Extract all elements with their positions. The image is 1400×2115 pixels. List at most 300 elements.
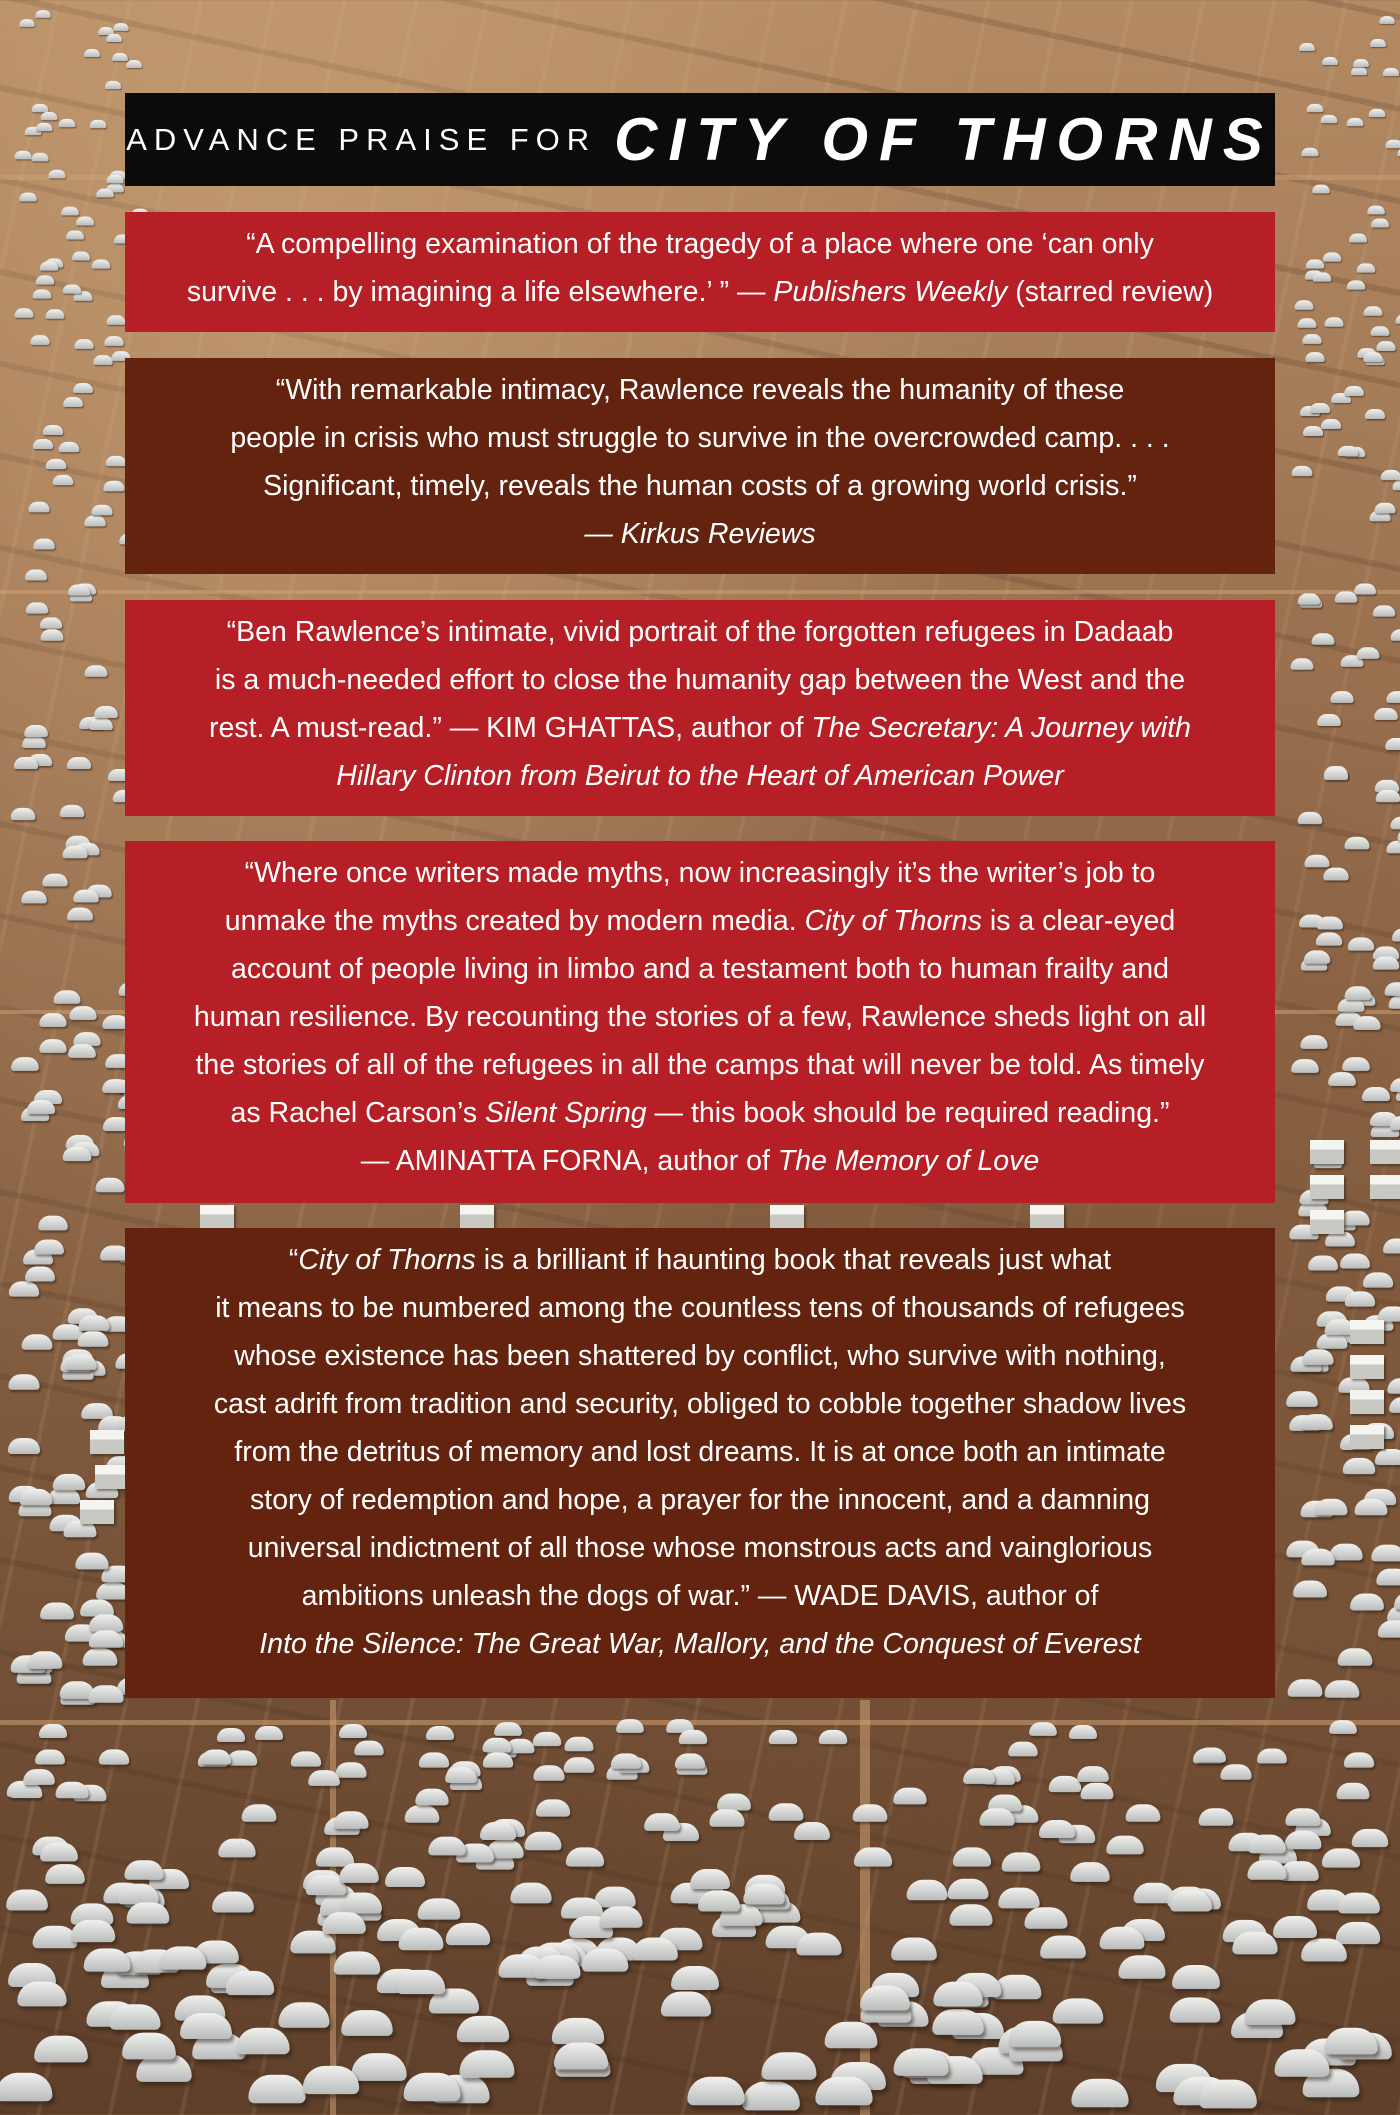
tent-shape [456, 2016, 508, 2042]
tent-shape [1370, 326, 1389, 335]
tent-shape [1322, 57, 1338, 65]
tent-shape [1337, 1648, 1372, 1665]
blurb-italic-run: — Kirkus Reviews [584, 518, 816, 550]
tent-shape [13, 757, 37, 769]
blurb-run: (starred review) [1007, 276, 1214, 308]
tent-shape [41, 1602, 75, 1619]
tent-shape [1386, 140, 1400, 149]
blurb-line [125, 414, 1275, 462]
tent-shape [1381, 470, 1400, 480]
tent-shape [690, 1869, 730, 1889]
tent-shape [1383, 68, 1399, 76]
tent-shape [291, 1751, 321, 1766]
tent-shape [1029, 1722, 1057, 1736]
tent-shape [278, 2002, 329, 2028]
tent-shape [1298, 812, 1323, 824]
blurb-text [125, 1236, 1275, 1668]
tent-shape [21, 891, 47, 904]
tent-shape [90, 120, 107, 128]
blurb-text [125, 220, 1275, 316]
tent-shape [48, 1488, 81, 1504]
tent-shape [1322, 1848, 1360, 1867]
tent-shape [25, 570, 47, 581]
tent-shape [48, 170, 65, 179]
tent-shape [1390, 630, 1400, 641]
blurb-line [125, 1089, 1275, 1137]
tent-shape [54, 991, 81, 1004]
blurb-text [125, 608, 1275, 800]
tent-shape [1394, 1593, 1400, 1610]
tent-shape [1291, 1059, 1319, 1073]
tent-shape [39, 1040, 66, 1054]
tent-shape [56, 1782, 89, 1799]
tent-shape [564, 1737, 593, 1752]
tent-shape [1294, 300, 1313, 309]
blurb-line [125, 1332, 1275, 1380]
tent-shape [1040, 1936, 1086, 1959]
tent-shape [1375, 502, 1396, 513]
blurb-run: account of people living in limbo and a testament both to human frailty and [231, 953, 1169, 985]
tent-shape [70, 1006, 97, 1020]
tent-shape [1080, 1782, 1113, 1799]
tent-shape [46, 459, 67, 469]
tent-shape [76, 217, 94, 226]
tent-shape [1388, 995, 1400, 1008]
tent-shape [1362, 1087, 1390, 1101]
tent-shape [1386, 692, 1400, 704]
tent-shape [1349, 234, 1367, 243]
tent-shape [225, 1971, 273, 1995]
tent-shape [39, 1216, 68, 1231]
tent-shape [1053, 1999, 1104, 2024]
tent-shape [1342, 1458, 1375, 1474]
blurb-run: it means to be numbered among the countless tens of thousands of refugees [215, 1292, 1185, 1324]
tent-shape [796, 1932, 841, 1955]
tent-shape [1336, 1922, 1380, 1944]
tent-shape [1388, 1378, 1400, 1394]
blurb-line [125, 849, 1275, 897]
blurb-run: rest. A must-read.” — KIM GHATTAS, author of [208, 712, 812, 744]
tent-shape [66, 231, 84, 240]
tent-shape [21, 1334, 52, 1349]
tent-shape [1321, 419, 1341, 429]
tent-shape [1363, 352, 1382, 362]
tent-shape [825, 2022, 878, 2048]
tent-shape [1350, 1593, 1384, 1610]
blurb-run: “With remarkable intimacy, Rawlence reveals the humanity of these [275, 374, 1125, 406]
blurb-run: people in crisis who must struggle to survive in the overcrowded camp. . . . [230, 422, 1170, 454]
blurb-line [125, 1041, 1275, 1089]
tent-shape [661, 1992, 711, 2017]
tent-shape [227, 1751, 257, 1766]
tent-shape [1357, 263, 1375, 272]
tent-shape [73, 889, 99, 902]
tent-shape [67, 908, 93, 921]
tent-shape [33, 439, 53, 449]
tent-shape [107, 175, 124, 184]
tent-shape [1345, 1291, 1375, 1306]
tent-shape [1320, 114, 1337, 122]
tent-shape [1257, 1749, 1287, 1764]
tent-shape [40, 629, 63, 640]
tent-shape [1301, 1414, 1333, 1430]
tent-shape [1356, 647, 1379, 658]
tent-shape [1341, 1211, 1370, 1226]
tent-shape [340, 1892, 382, 1913]
tent-shape [1106, 1835, 1143, 1854]
tent-shape [1301, 1548, 1334, 1565]
tent-shape [948, 1879, 989, 1899]
tent-shape [68, 1044, 96, 1058]
tent-shape [1385, 738, 1400, 750]
tent-shape [860, 1986, 910, 2011]
tent-shape [20, 1489, 53, 1505]
tent-shape [1325, 1680, 1360, 1697]
tent-shape [1316, 932, 1342, 945]
tent-shape [40, 618, 62, 629]
tent-shape [816, 2077, 873, 2106]
tent-shape [303, 2066, 359, 2094]
hut-shape [1370, 1140, 1400, 1164]
tent-shape [1298, 318, 1317, 327]
blurb-run: “Where once writers made myths, now increasingly it’s the writer’s job to [244, 857, 1156, 889]
tent-shape [84, 665, 107, 676]
tent-shape [84, 516, 106, 527]
tent-shape [23, 1769, 55, 1785]
dirt-path [0, 590, 1400, 594]
blurb-run: cast adrift from tradition and security, obliged to cobble together shadow lives [213, 1388, 1187, 1420]
dirt-path [0, 1720, 1400, 1725]
tent-shape [1324, 2028, 1377, 2055]
tent-shape [1386, 841, 1400, 854]
tent-shape [494, 1722, 522, 1736]
tent-shape [698, 1890, 740, 1911]
hut-shape [90, 1430, 124, 1454]
blurb-run: is a brilliant if haunting book that reveals just what [475, 1244, 1112, 1276]
tent-shape [1323, 868, 1349, 881]
tent-shape [33, 289, 51, 298]
blurb-line [125, 1236, 1275, 1284]
tent-shape [511, 1883, 552, 1904]
tent-shape [35, 1750, 65, 1765]
tent-shape [398, 1928, 443, 1950]
tent-shape [1306, 259, 1324, 268]
tent-shape [96, 189, 114, 198]
tent-shape [1196, 1748, 1226, 1763]
tent-shape [679, 1730, 708, 1744]
tent-shape [1273, 1916, 1317, 1938]
blurb-line [125, 462, 1275, 510]
tent-shape [1335, 591, 1357, 602]
tent-shape [39, 1013, 66, 1027]
tent-shape [351, 2053, 406, 2081]
tent-shape [1347, 280, 1365, 289]
blurb-line [125, 704, 1275, 752]
tent-shape [1379, 16, 1394, 24]
tent-shape [1384, 982, 1400, 995]
tent-shape [8, 1438, 40, 1454]
tent-shape [1313, 185, 1331, 194]
tent-shape [688, 2076, 745, 2105]
blurb-run: survive . . . by imagining a life elsewhere.’ ” — [186, 276, 774, 308]
hut-shape [460, 1205, 494, 1229]
tent-shape [68, 585, 90, 596]
tent-shape [1299, 43, 1315, 51]
tent-shape [1345, 837, 1370, 850]
tent-shape [1292, 466, 1313, 476]
tent-shape [1376, 341, 1395, 351]
tent-shape [125, 1861, 164, 1881]
tent-shape [611, 1753, 641, 1768]
tent-shape [1293, 1581, 1327, 1598]
blurb-italic-run: The Secretary: A Journey with [811, 712, 1191, 744]
tent-shape [1342, 1057, 1370, 1071]
blurb-line [125, 1137, 1275, 1185]
blurb-run: story of redemption and hope, a prayer for the innocent, and a damning [250, 1484, 1150, 1516]
tent-shape [78, 1315, 109, 1330]
tent-shape [1324, 768, 1348, 780]
tent-shape [1344, 1752, 1374, 1767]
tent-shape [600, 1906, 643, 1928]
tent-shape [73, 383, 93, 393]
tent-shape [72, 252, 90, 261]
tent-shape [533, 1732, 562, 1746]
tent-shape [963, 1768, 995, 1784]
tent-shape [40, 112, 57, 120]
tent-shape [1301, 1035, 1328, 1049]
tent-shape [1340, 1253, 1370, 1268]
tent-shape [893, 1788, 926, 1805]
tent-shape [1389, 1397, 1400, 1413]
hut-shape [1350, 1355, 1384, 1379]
blurb-kim-ghattas [125, 600, 1275, 816]
tent-shape [1363, 1272, 1393, 1287]
tent-shape [1039, 1820, 1075, 1838]
tent-shape [1375, 790, 1400, 802]
tent-shape [1302, 334, 1321, 344]
tent-shape [446, 1923, 490, 1945]
tent-shape [45, 1864, 85, 1884]
tent-shape [84, 1948, 131, 1971]
title-prefix: ADVANCE PRAISE FOR [126, 121, 597, 157]
blurb-run: is a much-needed effort to close the humanity gap between the West and the [214, 664, 1186, 696]
blurb-italic-run: Into the Silence: The Great War, Mallory, and the Conquest of Everest [259, 1628, 1141, 1660]
tent-shape [236, 2028, 289, 2055]
tent-shape [1313, 272, 1331, 281]
tent-shape [9, 1375, 40, 1391]
blurb-line [125, 897, 1275, 945]
tent-shape [106, 456, 127, 466]
tent-shape [566, 1847, 604, 1866]
blurb-wade-davis [125, 1228, 1275, 1698]
tent-shape [1374, 708, 1398, 720]
blurb-italic-run: Silent Spring [485, 1097, 647, 1129]
tent-shape [854, 1848, 892, 1867]
tent-shape [59, 442, 80, 452]
tent-shape [534, 1955, 581, 1979]
tent-shape [932, 2010, 983, 2036]
tent-shape [43, 425, 63, 435]
tent-shape [1378, 1621, 1400, 1638]
hut-shape [1350, 1425, 1384, 1449]
blurb-run: is a clear-eyed [981, 905, 1176, 937]
tent-shape [1069, 1725, 1097, 1739]
tent-shape [482, 1738, 511, 1753]
tent-shape [24, 725, 48, 737]
tent-shape [907, 1880, 948, 1900]
tent-shape [1126, 1805, 1161, 1822]
tent-shape [1317, 917, 1343, 930]
tent-shape [893, 2048, 948, 2076]
blurb-line [125, 752, 1275, 800]
tent-shape [1355, 1499, 1388, 1516]
tent-shape [385, 1867, 425, 1887]
tent-shape [61, 207, 79, 216]
tent-shape [1393, 480, 1400, 491]
tent-shape [554, 2042, 608, 2069]
blurb-run: as Rachel Carson’s [230, 1097, 486, 1129]
tent-shape [36, 275, 54, 284]
tent-shape [249, 2075, 306, 2104]
blurb-run: “A compelling examination of the tragedy of a place where one ‘can only [246, 228, 1154, 260]
tent-shape [218, 1839, 255, 1858]
tent-shape [66, 1355, 97, 1371]
tent-shape [1314, 1499, 1347, 1516]
blurb-kirkus-reviews [125, 358, 1275, 574]
tent-shape [1325, 318, 1344, 327]
tent-shape [1353, 1016, 1380, 1030]
blurb-run: ambitions unleash the dogs of war.” — WADE DAVIS, author of [301, 1580, 1099, 1612]
tent-shape [1077, 1766, 1109, 1782]
tent-shape [290, 1931, 335, 1954]
tent-shape [118, 1883, 159, 1904]
tent-shape [1344, 386, 1364, 396]
tent-shape [949, 1904, 992, 1926]
tent-shape [1371, 219, 1389, 228]
tent-shape [308, 1770, 340, 1786]
tent-shape [341, 2010, 392, 2036]
tent-shape [536, 1799, 570, 1816]
tent-shape [818, 1730, 847, 1744]
hut-shape [95, 1465, 129, 1489]
tent-shape [92, 505, 113, 516]
tent-shape [88, 1630, 122, 1647]
tent-shape [122, 2032, 176, 2059]
tent-shape [339, 1864, 379, 1884]
blurb-run: “ [288, 1244, 299, 1276]
tent-shape [1301, 148, 1318, 157]
blurb-line [125, 1476, 1275, 1524]
tent-shape [1376, 1569, 1400, 1586]
tent-shape [480, 1822, 516, 1840]
tent-shape [106, 315, 125, 324]
tent-shape [644, 1813, 680, 1831]
tent-shape [743, 1884, 784, 1905]
hut-shape [1350, 1320, 1384, 1344]
tent-shape [322, 1913, 366, 1935]
tent-shape [418, 1899, 461, 1920]
tent-shape [105, 336, 124, 346]
tent-shape [1199, 2079, 1257, 2108]
tent-shape [762, 2052, 817, 2080]
blurb-publishers-weekly [125, 212, 1275, 332]
tent-shape [32, 152, 49, 161]
tent-shape [1118, 1956, 1165, 1980]
blurb-run: “Ben Rawlence’s intimate, vivid portrait of the forgotten refugees in Dadaab [226, 616, 1174, 648]
blurb-line [125, 268, 1275, 316]
blurb-run: the stories of all of the refugees in all the camps that will never be told. As timely [195, 1049, 1205, 1081]
tent-shape [25, 1266, 55, 1281]
tent-shape [1352, 1829, 1389, 1847]
tent-shape [212, 1891, 254, 1912]
blurb-line [125, 1620, 1275, 1668]
tent-shape [1170, 1891, 1212, 1912]
tent-shape [717, 1794, 751, 1811]
tent-shape [525, 1831, 562, 1849]
tent-shape [416, 1788, 449, 1805]
tent-shape [1100, 1927, 1145, 1949]
tent-shape [354, 1740, 383, 1755]
tent-shape [1002, 1852, 1041, 1871]
tent-shape [483, 1752, 513, 1767]
blurb-run: — this book should be required reading.” [646, 1097, 1170, 1129]
tent-shape [103, 481, 124, 492]
tent-shape [105, 81, 121, 89]
tent-shape [34, 539, 56, 550]
tent-shape [106, 34, 122, 42]
tent-shape [1070, 1862, 1110, 1882]
tent-shape [1373, 956, 1399, 969]
tent-shape [91, 259, 109, 268]
tent-shape [27, 1100, 55, 1114]
tent-shape [75, 1552, 108, 1569]
tent-shape [1368, 109, 1385, 117]
hut-shape [1310, 1175, 1344, 1199]
tent-shape [78, 1331, 109, 1346]
tent-shape [426, 1726, 454, 1740]
tent-shape [1329, 1720, 1357, 1734]
tent-shape [126, 60, 142, 68]
dirt-path [860, 1700, 870, 2115]
tent-shape [1370, 39, 1386, 47]
tent-shape [794, 1822, 830, 1840]
book-title: CITY OF THORNS [614, 106, 1274, 173]
tent-shape [1373, 605, 1395, 616]
tent-shape [60, 805, 85, 817]
tent-shape [19, 193, 37, 202]
tent-shape [1287, 1679, 1322, 1696]
blurb-line [125, 1524, 1275, 1572]
tent-shape [1383, 1239, 1400, 1254]
tent-shape [1354, 584, 1376, 595]
blurb-line [125, 220, 1275, 268]
blurb-run: from the detritus of memory and lost dreams. It is at once both an intimate [234, 1436, 1166, 1468]
tent-shape [1336, 1782, 1369, 1799]
blurb-italic-run: City of Thorns [804, 905, 982, 937]
tent-shape [953, 1848, 991, 1867]
tent-shape [460, 2050, 515, 2078]
tent-shape [1274, 2049, 1329, 2077]
blurb-italic-run: The Memory of Love [777, 1145, 1040, 1177]
tent-shape [852, 1805, 887, 1822]
tent-shape [1284, 1830, 1321, 1848]
tent-shape [1344, 987, 1371, 1000]
tent-shape [403, 2073, 460, 2101]
hut-shape [1310, 1210, 1344, 1234]
blurb-aminatta-forna [125, 841, 1275, 1203]
tent-shape [1363, 306, 1382, 315]
tent-shape [934, 1982, 983, 2007]
